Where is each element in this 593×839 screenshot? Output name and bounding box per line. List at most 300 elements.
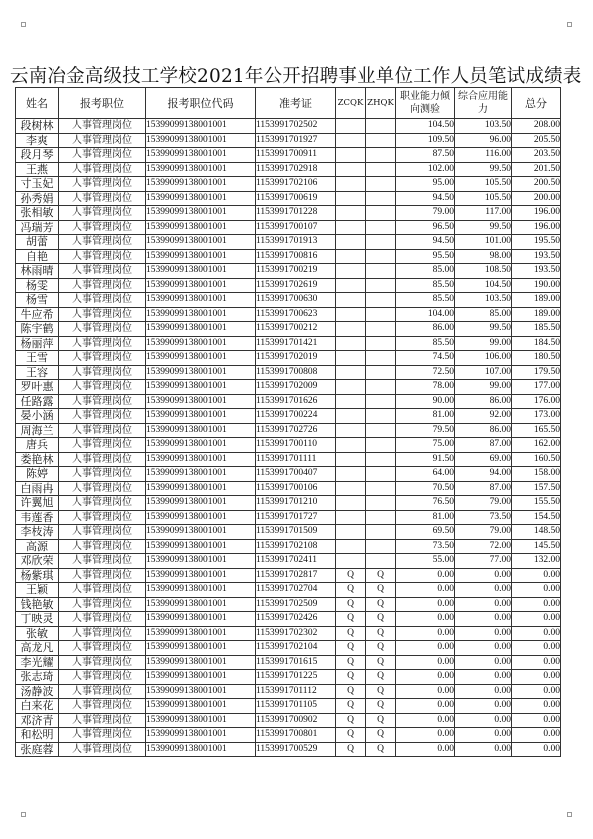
cell-name: 自艳 [16, 249, 59, 264]
cell-total-score: 0.00 [512, 583, 561, 598]
score-table [15, 87, 561, 757]
cell-position: 人事管理岗位 [59, 162, 146, 177]
cell-applied-score: 99.00 [455, 336, 512, 351]
cell-position-code: 15399099138001001 [146, 597, 256, 612]
cell-zcqk: Q [336, 742, 366, 757]
cell-applied-score: 103.50 [455, 119, 512, 134]
cell-aptitude-score: 104.50 [396, 119, 455, 134]
cell-aptitude-score: 79.00 [396, 206, 455, 221]
header-applied-ability: 综合应用能力 [455, 88, 512, 119]
cell-exam-ticket: 1153991700630 [256, 293, 336, 308]
cell-name: 韦莲香 [16, 510, 59, 525]
cell-applied-score: 85.00 [455, 307, 512, 322]
cell-position: 人事管理岗位 [59, 423, 146, 438]
cell-name: 王燕 [16, 162, 59, 177]
document-title: 云南冶金高级技工学校2021年公开招聘事业单位工作人员笔试成绩表 [10, 66, 582, 87]
cell-exam-ticket: 1153991702108 [256, 539, 336, 554]
cell-name: 杨雯 [16, 278, 59, 293]
cell-position-code: 15399099138001001 [146, 206, 256, 221]
cell-position-code: 15399099138001001 [146, 583, 256, 598]
cell-position: 人事管理岗位 [59, 525, 146, 540]
cell-position: 人事管理岗位 [59, 539, 146, 554]
cell-applied-score: 86.00 [455, 394, 512, 409]
cell-name: 李爽 [16, 133, 59, 148]
table-row [16, 713, 561, 728]
cell-total-score: 196.00 [512, 206, 561, 221]
cell-zcqk [336, 380, 366, 395]
cell-exam-ticket: 1153991701509 [256, 525, 336, 540]
cell-name: 冯瑞芳 [16, 220, 59, 235]
cell-position: 人事管理岗位 [59, 394, 146, 409]
cell-total-score: 189.00 [512, 293, 561, 308]
cell-total-score: 185.50 [512, 322, 561, 337]
cell-zhqk [366, 438, 396, 453]
cell-applied-score: 116.00 [455, 148, 512, 163]
cell-aptitude-score: 86.00 [396, 322, 455, 337]
cell-zhqk: Q [366, 612, 396, 627]
cell-aptitude-score: 85.50 [396, 336, 455, 351]
cell-name: 牛应希 [16, 307, 59, 322]
cell-exam-ticket: 1153991701927 [256, 133, 336, 148]
table-row [16, 336, 561, 351]
cell-zcqk: Q [336, 612, 366, 627]
cell-position: 人事管理岗位 [59, 670, 146, 685]
cell-exam-ticket: 1153991701105 [256, 699, 336, 714]
table-row [16, 539, 561, 554]
cell-applied-score: 79.00 [455, 525, 512, 540]
cell-name: 丁映灵 [16, 612, 59, 627]
cell-exam-ticket: 1153991702509 [256, 597, 336, 612]
cell-zhqk [366, 191, 396, 206]
cell-name: 陈宇鹤 [16, 322, 59, 337]
cell-exam-ticket: 1153991702019 [256, 351, 336, 366]
table-row [16, 467, 561, 482]
cell-zcqk [336, 336, 366, 351]
cell-zhqk: Q [366, 626, 396, 641]
cell-aptitude-score: 95.50 [396, 249, 455, 264]
cell-total-score: 0.00 [512, 728, 561, 743]
cell-aptitude-score: 73.50 [396, 539, 455, 554]
cell-position-code: 15399099138001001 [146, 481, 256, 496]
cell-position: 人事管理岗位 [59, 626, 146, 641]
cell-position-code: 15399099138001001 [146, 293, 256, 308]
table-row [16, 409, 561, 424]
cell-zcqk [336, 119, 366, 134]
cell-exam-ticket: 1153991702411 [256, 554, 336, 569]
cell-zhqk [366, 539, 396, 554]
cell-position: 人事管理岗位 [59, 206, 146, 221]
cell-zhqk [366, 278, 396, 293]
cell-position: 人事管理岗位 [59, 481, 146, 496]
cell-total-score: 0.00 [512, 641, 561, 656]
cell-position: 人事管理岗位 [59, 467, 146, 482]
cell-position: 人事管理岗位 [59, 612, 146, 627]
cell-name: 杨紫琪 [16, 568, 59, 583]
cell-position-code: 15399099138001001 [146, 394, 256, 409]
cell-total-score: 158.00 [512, 467, 561, 482]
cell-applied-score: 94.00 [455, 467, 512, 482]
cell-zcqk [336, 539, 366, 554]
cell-total-score: 165.50 [512, 423, 561, 438]
cell-name: 李光耀 [16, 655, 59, 670]
table-row [16, 293, 561, 308]
cell-position-code: 15399099138001001 [146, 496, 256, 511]
cell-applied-score: 99.00 [455, 380, 512, 395]
cell-aptitude-score: 0.00 [396, 583, 455, 598]
table-row [16, 554, 561, 569]
cell-name: 许翼旭 [16, 496, 59, 511]
cell-exam-ticket: 1153991701112 [256, 684, 336, 699]
cell-name: 陈婷 [16, 467, 59, 482]
cell-zhqk [366, 322, 396, 337]
table-row [16, 438, 561, 453]
cell-zhqk [366, 525, 396, 540]
table-row [16, 322, 561, 337]
cell-name: 杨丽萍 [16, 336, 59, 351]
cell-total-score: 0.00 [512, 597, 561, 612]
cell-zhqk: Q [366, 684, 396, 699]
cell-zhqk [366, 554, 396, 569]
cell-position-code: 15399099138001001 [146, 684, 256, 699]
cell-total-score: 173.00 [512, 409, 561, 424]
cell-total-score: 155.50 [512, 496, 561, 511]
cell-total-score: 154.50 [512, 510, 561, 525]
table-row [16, 684, 561, 699]
cell-zcqk [336, 133, 366, 148]
cell-total-score: 180.50 [512, 351, 561, 366]
header-zhqk: ZHQK [366, 88, 396, 119]
cell-applied-score: 105.50 [455, 177, 512, 192]
cell-zhqk [366, 394, 396, 409]
cell-aptitude-score: 0.00 [396, 641, 455, 656]
cell-total-score: 208.00 [512, 119, 561, 134]
cell-position-code: 15399099138001001 [146, 322, 256, 337]
cell-position-code: 15399099138001001 [146, 423, 256, 438]
cell-position: 人事管理岗位 [59, 568, 146, 583]
cell-position-code: 15399099138001001 [146, 409, 256, 424]
cell-zcqk [336, 365, 366, 380]
cell-applied-score: 0.00 [455, 728, 512, 743]
cell-zhqk [366, 496, 396, 511]
cell-position-code: 15399099138001001 [146, 525, 256, 540]
cell-name: 林雨晴 [16, 264, 59, 279]
table-row [16, 641, 561, 656]
cell-aptitude-score: 69.50 [396, 525, 455, 540]
header-name: 姓名 [16, 88, 59, 119]
cell-name: 晏小涵 [16, 409, 59, 424]
cell-zcqk [336, 264, 366, 279]
cell-zcqk [336, 467, 366, 482]
cell-exam-ticket: 1153991700407 [256, 467, 336, 482]
cell-zcqk [336, 278, 366, 293]
cell-position-code: 15399099138001001 [146, 568, 256, 583]
table-row [16, 583, 561, 598]
cell-total-score: 203.50 [512, 148, 561, 163]
cell-zcqk [336, 409, 366, 424]
cell-total-score: 162.00 [512, 438, 561, 453]
cell-name: 张志琦 [16, 670, 59, 685]
cell-position-code: 15399099138001001 [146, 655, 256, 670]
cell-total-score: 0.00 [512, 670, 561, 685]
cell-position-code: 15399099138001001 [146, 162, 256, 177]
cell-name: 李枝涛 [16, 525, 59, 540]
cell-position-code: 15399099138001001 [146, 438, 256, 453]
cell-name: 汤静波 [16, 684, 59, 699]
cell-position: 人事管理岗位 [59, 307, 146, 322]
cell-total-score: 193.50 [512, 249, 561, 264]
cell-aptitude-score: 104.00 [396, 307, 455, 322]
cell-name: 邓欣荣 [16, 554, 59, 569]
cell-position-code: 15399099138001001 [146, 365, 256, 380]
cell-name: 高源 [16, 539, 59, 554]
cell-applied-score: 0.00 [455, 713, 512, 728]
cell-zhqk: Q [366, 699, 396, 714]
cell-position-code: 15399099138001001 [146, 452, 256, 467]
cell-total-score: 0.00 [512, 713, 561, 728]
cell-zhqk [366, 336, 396, 351]
cell-position: 人事管理岗位 [59, 249, 146, 264]
table-row [16, 307, 561, 322]
cell-zcqk: Q [336, 713, 366, 728]
cell-total-score: 132.00 [512, 554, 561, 569]
cell-zcqk [336, 322, 366, 337]
cell-applied-score: 105.50 [455, 191, 512, 206]
cell-applied-score: 106.00 [455, 351, 512, 366]
cell-position: 人事管理岗位 [59, 322, 146, 337]
table-row [16, 496, 561, 511]
cell-exam-ticket: 1153991700911 [256, 148, 336, 163]
cell-exam-ticket: 1153991701421 [256, 336, 336, 351]
cell-aptitude-score: 95.00 [396, 177, 455, 192]
cell-position: 人事管理岗位 [59, 365, 146, 380]
cell-applied-score: 104.50 [455, 278, 512, 293]
cell-zcqk [336, 394, 366, 409]
cell-applied-score: 87.00 [455, 481, 512, 496]
cell-zcqk: Q [336, 597, 366, 612]
cell-zcqk [336, 235, 366, 250]
header-aptitude-test: 职业能力倾向测验 [396, 88, 455, 119]
cell-exam-ticket: 1153991702104 [256, 641, 336, 656]
table-row [16, 162, 561, 177]
cell-name: 王容 [16, 365, 59, 380]
cell-zhqk [366, 264, 396, 279]
cell-position: 人事管理岗位 [59, 713, 146, 728]
cell-aptitude-score: 96.50 [396, 220, 455, 235]
cell-zhqk: Q [366, 728, 396, 743]
cell-exam-ticket: 1153991700801 [256, 728, 336, 743]
cell-position-code: 15399099138001001 [146, 351, 256, 366]
cell-aptitude-score: 87.50 [396, 148, 455, 163]
cell-name: 白雨冉 [16, 481, 59, 496]
cell-exam-ticket: 1153991700219 [256, 264, 336, 279]
cell-total-score: 0.00 [512, 568, 561, 583]
cell-applied-score: 0.00 [455, 583, 512, 598]
cell-position-code: 15399099138001001 [146, 264, 256, 279]
table-row [16, 670, 561, 685]
cell-total-score: 176.00 [512, 394, 561, 409]
corner-mark [567, 22, 572, 27]
cell-name: 张相敏 [16, 206, 59, 221]
cell-zcqk [336, 481, 366, 496]
cell-zhqk: Q [366, 597, 396, 612]
cell-exam-ticket: 1153991701210 [256, 496, 336, 511]
cell-applied-score: 87.00 [455, 438, 512, 453]
cell-aptitude-score: 75.00 [396, 438, 455, 453]
cell-total-score: 0.00 [512, 655, 561, 670]
cell-aptitude-score: 81.00 [396, 409, 455, 424]
cell-zcqk [336, 220, 366, 235]
table-row [16, 597, 561, 612]
cell-name: 段树林 [16, 119, 59, 134]
cell-applied-score: 0.00 [455, 597, 512, 612]
cell-aptitude-score: 0.00 [396, 612, 455, 627]
cell-applied-score: 107.00 [455, 365, 512, 380]
cell-total-score: 200.00 [512, 191, 561, 206]
cell-aptitude-score: 91.50 [396, 452, 455, 467]
cell-zcqk: Q [336, 655, 366, 670]
table-row [16, 177, 561, 192]
table-row [16, 423, 561, 438]
table-row [16, 655, 561, 670]
cell-name: 孙秀娟 [16, 191, 59, 206]
cell-exam-ticket: 1153991702426 [256, 612, 336, 627]
cell-position-code: 15399099138001001 [146, 307, 256, 322]
cell-name: 胡蕾 [16, 235, 59, 250]
cell-position: 人事管理岗位 [59, 148, 146, 163]
cell-applied-score: 117.00 [455, 206, 512, 221]
cell-aptitude-score: 79.50 [396, 423, 455, 438]
cell-zhqk: Q [366, 713, 396, 728]
cell-exam-ticket: 1153991700224 [256, 409, 336, 424]
cell-zcqk [336, 351, 366, 366]
cell-aptitude-score: 0.00 [396, 597, 455, 612]
cell-position-code: 15399099138001001 [146, 249, 256, 264]
cell-zhqk [366, 380, 396, 395]
cell-position: 人事管理岗位 [59, 684, 146, 699]
table-header-row [16, 88, 561, 119]
table-row [16, 220, 561, 235]
cell-total-score: 193.50 [512, 264, 561, 279]
cell-name: 和松明 [16, 728, 59, 743]
cell-name: 段月琴 [16, 148, 59, 163]
cell-position-code: 15399099138001001 [146, 177, 256, 192]
cell-applied-score: 101.00 [455, 235, 512, 250]
cell-zcqk: Q [336, 684, 366, 699]
cell-aptitude-score: 81.00 [396, 510, 455, 525]
cell-aptitude-score: 94.50 [396, 191, 455, 206]
cell-zhqk [366, 293, 396, 308]
cell-zhqk [366, 510, 396, 525]
cell-applied-score: 0.00 [455, 684, 512, 699]
cell-zhqk: Q [366, 742, 396, 757]
cell-position: 人事管理岗位 [59, 742, 146, 757]
cell-zcqk [336, 191, 366, 206]
cell-applied-score: 0.00 [455, 670, 512, 685]
cell-exam-ticket: 1153991700623 [256, 307, 336, 322]
cell-zhqk: Q [366, 568, 396, 583]
cell-total-score: 0.00 [512, 699, 561, 714]
table-row [16, 510, 561, 525]
cell-zhqk [366, 307, 396, 322]
cell-applied-score: 92.00 [455, 409, 512, 424]
cell-zcqk [336, 293, 366, 308]
table-row [16, 612, 561, 627]
cell-zhqk [366, 206, 396, 221]
cell-exam-ticket: 1153991701228 [256, 206, 336, 221]
table-row [16, 728, 561, 743]
cell-name: 寸玉妃 [16, 177, 59, 192]
cell-name: 杨雪 [16, 293, 59, 308]
cell-position-code: 15399099138001001 [146, 191, 256, 206]
table-row [16, 380, 561, 395]
cell-position: 人事管理岗位 [59, 728, 146, 743]
corner-mark [567, 812, 572, 817]
cell-position: 人事管理岗位 [59, 452, 146, 467]
cell-total-score: 190.00 [512, 278, 561, 293]
cell-applied-score: 73.50 [455, 510, 512, 525]
cell-position-code: 15399099138001001 [146, 728, 256, 743]
cell-applied-score: 0.00 [455, 742, 512, 757]
cell-total-score: 205.50 [512, 133, 561, 148]
cell-position: 人事管理岗位 [59, 597, 146, 612]
cell-aptitude-score: 74.50 [396, 351, 455, 366]
cell-zhqk [366, 467, 396, 482]
cell-aptitude-score: 0.00 [396, 699, 455, 714]
cell-position: 人事管理岗位 [59, 409, 146, 424]
cell-position-code: 15399099138001001 [146, 119, 256, 134]
cell-total-score: 195.50 [512, 235, 561, 250]
cell-position: 人事管理岗位 [59, 510, 146, 525]
cell-position: 人事管理岗位 [59, 438, 146, 453]
cell-name: 邓济青 [16, 713, 59, 728]
table-body [16, 119, 561, 757]
cell-exam-ticket: 1153991702502 [256, 119, 336, 134]
header-exam-ticket: 准考证 [256, 88, 336, 119]
cell-zcqk [336, 496, 366, 511]
cell-name: 娄艳林 [16, 452, 59, 467]
cell-applied-score: 103.50 [455, 293, 512, 308]
cell-position: 人事管理岗位 [59, 264, 146, 279]
cell-exam-ticket: 1153991702302 [256, 626, 336, 641]
cell-aptitude-score: 55.00 [396, 554, 455, 569]
cell-applied-score: 108.50 [455, 264, 512, 279]
table-row [16, 394, 561, 409]
table-row [16, 351, 561, 366]
cell-aptitude-score: 102.00 [396, 162, 455, 177]
cell-zcqk: Q [336, 699, 366, 714]
cell-total-score: 184.50 [512, 336, 561, 351]
cell-exam-ticket: 1153991702817 [256, 568, 336, 583]
cell-name: 钱艳敏 [16, 597, 59, 612]
cell-exam-ticket: 1153991702704 [256, 583, 336, 598]
cell-position-code: 15399099138001001 [146, 336, 256, 351]
cell-total-score: 179.50 [512, 365, 561, 380]
cell-zhqk [366, 365, 396, 380]
cell-position-code: 15399099138001001 [146, 641, 256, 656]
cell-zhqk: Q [366, 641, 396, 656]
cell-applied-score: 0.00 [455, 641, 512, 656]
table-row [16, 452, 561, 467]
cell-zcqk [336, 452, 366, 467]
cell-applied-score: 86.00 [455, 423, 512, 438]
cell-position: 人事管理岗位 [59, 119, 146, 134]
cell-aptitude-score: 0.00 [396, 670, 455, 685]
cell-name: 张敏 [16, 626, 59, 641]
table-row [16, 191, 561, 206]
header-position-code: 报考职位代码 [146, 88, 256, 119]
cell-aptitude-score: 0.00 [396, 655, 455, 670]
cell-total-score: 189.00 [512, 307, 561, 322]
